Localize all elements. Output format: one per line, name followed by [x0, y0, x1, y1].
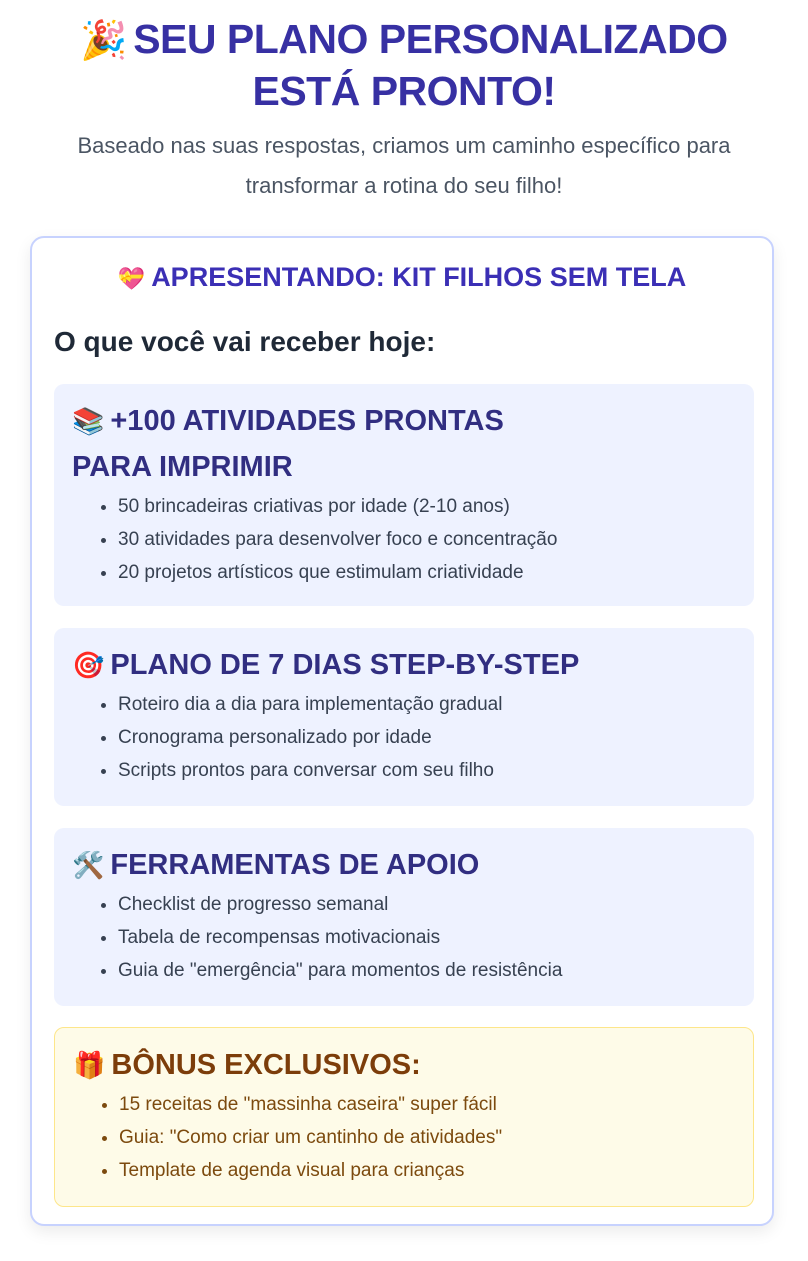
gift-icon: 🎁 — [73, 1050, 106, 1080]
section-title — [72, 398, 736, 490]
list-item: • Cronograma personalizado por idade — [118, 721, 736, 754]
list-item: • Guia de "emergência" para momentos de resistência — [118, 954, 736, 987]
list-item: • 50 brincadeiras criativas por idade (2-10 anos) — [118, 490, 736, 523]
list-item: • Roteiro dia a dia para implementação gradual — [118, 688, 736, 721]
page-subtitle: Baseado nas suas respostas, criamos um caminho específico para transformar a rotina do seu filho! — [77, 133, 731, 198]
section-list — [72, 688, 736, 787]
list-item: • 20 projetos artísticos que estimulam criatividade — [118, 556, 736, 589]
section-list — [72, 490, 736, 589]
receive-heading: O que você vai receber hoje: — [54, 326, 436, 357]
list-item: • 15 receitas de "massinha caseira" super fácil — [119, 1088, 735, 1121]
title-line-1: SEU PLANO PERSONALIZADO — [133, 16, 728, 62]
section-bonus — [54, 1027, 754, 1207]
list-item: • Template de agenda visual para crianças — [119, 1154, 735, 1187]
section-list — [72, 888, 736, 987]
list-item: • Guia: "Como criar um cantinho de atividades" — [119, 1121, 735, 1154]
books-icon: 📚 — [72, 406, 105, 436]
list-item: • 30 atividades para desenvolver foco e concentração — [118, 523, 736, 556]
section-support-tools — [54, 828, 754, 1006]
kit-title — [32, 262, 772, 293]
title-line-2: ESTÁ PRONTO! — [252, 68, 556, 114]
page-title — [0, 14, 808, 116]
section-list — [73, 1088, 735, 1187]
heart-gift-icon: 💝 — [117, 266, 146, 291]
section-7-day-plan — [54, 628, 754, 806]
section-activities — [54, 384, 754, 606]
section-title — [72, 842, 736, 888]
section-title-text: FERRAMENTAS DE APOIO — [110, 849, 480, 881]
section-title-line-2: PARA IMPRIMIR — [72, 451, 293, 483]
section-title-text: BÔNUS EXCLUSIVOS: — [111, 1049, 421, 1081]
section-title — [72, 642, 736, 688]
list-item: • Checklist de progresso semanal — [118, 888, 736, 921]
kit-title-text: APRESENTANDO: KIT FILHOS SEM TELA — [151, 262, 687, 292]
section-title-line-1: +100 ATIVIDADES PRONTAS — [110, 405, 504, 437]
section-title-text: PLANO DE 7 DIAS STEP-BY-STEP — [110, 649, 580, 681]
section-title — [73, 1042, 735, 1088]
page-header — [0, 14, 808, 206]
list-item: • Scripts prontos para conversar com seu filho — [118, 754, 736, 787]
list-item: • Tabela de recompensas motivacionais — [118, 921, 736, 954]
target-icon: 🎯 — [72, 650, 105, 680]
tools-icon: 🛠️ — [72, 850, 105, 880]
party-popper-icon: 🎉 — [80, 20, 128, 62]
kit-card — [30, 236, 774, 1226]
